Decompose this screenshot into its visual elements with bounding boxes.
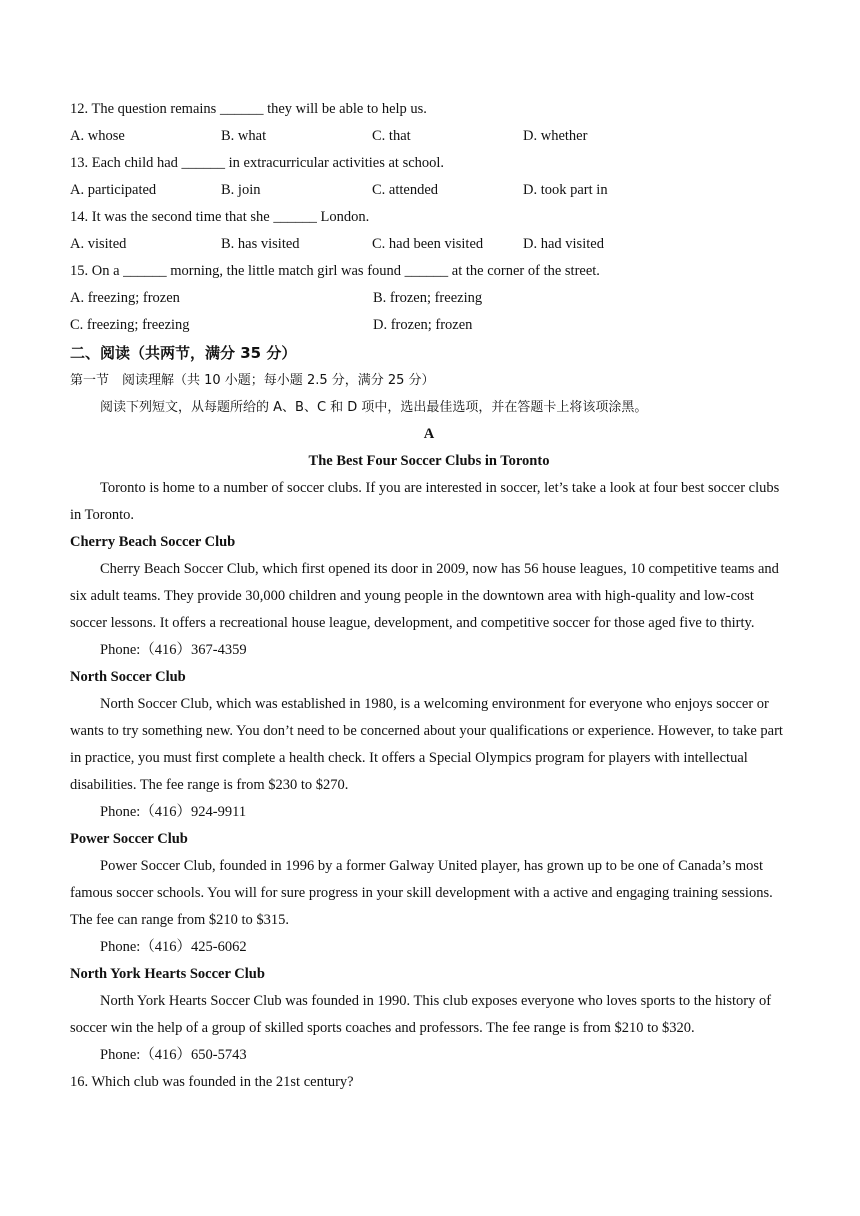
club-description: Power Soccer Club, founded in 1996 by a former Galway United player, has grown up to be one of Canada’s most famous soccer schools. You will for sure progress in your skill development with a active and engaging training sessions. The fee can range from $210 to $315.	[70, 858, 773, 928]
club-description: Cherry Beach Soccer Club, which first opened its door in 2009, now has 56 house leagues, 10 competitive teams and six adult teams. They provide 30,000 children and young people in the downtown area with high-quality and low-cost soccer lessons. It offers a recreational house league, development, and competitive soccer for those aged five to thirty.	[70, 561, 779, 631]
option-a: A. whose	[70, 128, 125, 144]
passage-intro: Toronto is home to a number of soccer clubs. If you are interested in soccer, let’s take a look at four best soccer clubs in Toronto.	[70, 480, 780, 523]
question-12-stem: 12. The question remains ______ they will be able to help us.	[70, 101, 427, 117]
section-subtitle: 第一节 阅读理解（共 10 小题；每小题 2.5 分，满分 25 分）	[70, 373, 435, 388]
club-phone: Phone:（416）924-9911	[100, 804, 247, 820]
option-b: B. what	[221, 128, 267, 144]
option-a: A. freezing; frozen	[70, 290, 180, 306]
question-14-options	[70, 231, 788, 258]
option-a: A. participated	[70, 182, 157, 198]
club-name: North Soccer Club	[70, 669, 186, 685]
option-d: D. whether	[523, 128, 588, 144]
passage-title: The Best Four Soccer Clubs in Toronto	[308, 453, 550, 469]
question-15-options-row1	[70, 285, 788, 312]
club-name: North York Hearts Soccer Club	[70, 966, 265, 982]
option-b: B. frozen; freezing	[373, 290, 483, 306]
section-instruction: 阅读下列短文，从每题所给的 A、B、C 和 D 项中，选出最佳选项，并在答题卡上将该项涂黑。	[100, 400, 648, 415]
question-15-stem: 15. On a ______ morning, the little match girl was found ______ at the corner of the street.	[70, 263, 600, 279]
question-13-stem: 13. Each child had ______ in extracurricular activities at school.	[70, 155, 445, 171]
club-phone: Phone:（416）425-6062	[100, 939, 247, 955]
question-14-stem: 14. It was the second time that she ______ London.	[70, 209, 370, 225]
club-phone: Phone:（416）367-4359	[100, 642, 247, 658]
exam-page	[70, 96, 788, 1096]
club-description: North York Hearts Soccer Club was founded in 1990. This club exposes everyone who loves sports to the history of soccer win the help of a group of skilled sports coaches and professors. The fee range is from $210 to $320.	[70, 993, 772, 1036]
option-c: C. freezing; freezing	[70, 317, 190, 333]
question-12-options	[70, 123, 788, 150]
section-title: 二、阅读（共两节，满分 35 分）	[70, 344, 297, 362]
question-16-stem: 16. Which club was founded in the 21st century?	[70, 1074, 354, 1090]
option-a: A. visited	[70, 236, 127, 252]
option-c: C. attended	[372, 182, 439, 198]
option-c: C. that	[372, 128, 411, 144]
question-15-options-row2	[70, 312, 788, 339]
club-name: Cherry Beach Soccer Club	[70, 534, 236, 550]
club-description: North Soccer Club, which was established in 1980, is a welcoming environment for everyone who enjoys soccer or wants to try something new. You don’t need to be concerned about your qualifications or experience. However, to take part in practice, you must first complete a health check. It offers a Special Olympics program for players with intellectual disabilities. The fee range is from $230 to $270.	[70, 696, 783, 793]
option-d: D. took part in	[523, 182, 608, 198]
club-phone: Phone:（416）650-5743	[100, 1047, 247, 1063]
option-b: B. has visited	[221, 236, 300, 252]
option-d: D. had visited	[523, 236, 604, 252]
question-13-options	[70, 177, 788, 204]
passage-label: A	[423, 426, 435, 442]
option-d: D. frozen; frozen	[373, 317, 473, 333]
option-b: B. join	[221, 182, 261, 198]
option-c: C. had been visited	[372, 236, 484, 252]
club-name: Power Soccer Club	[70, 831, 188, 847]
